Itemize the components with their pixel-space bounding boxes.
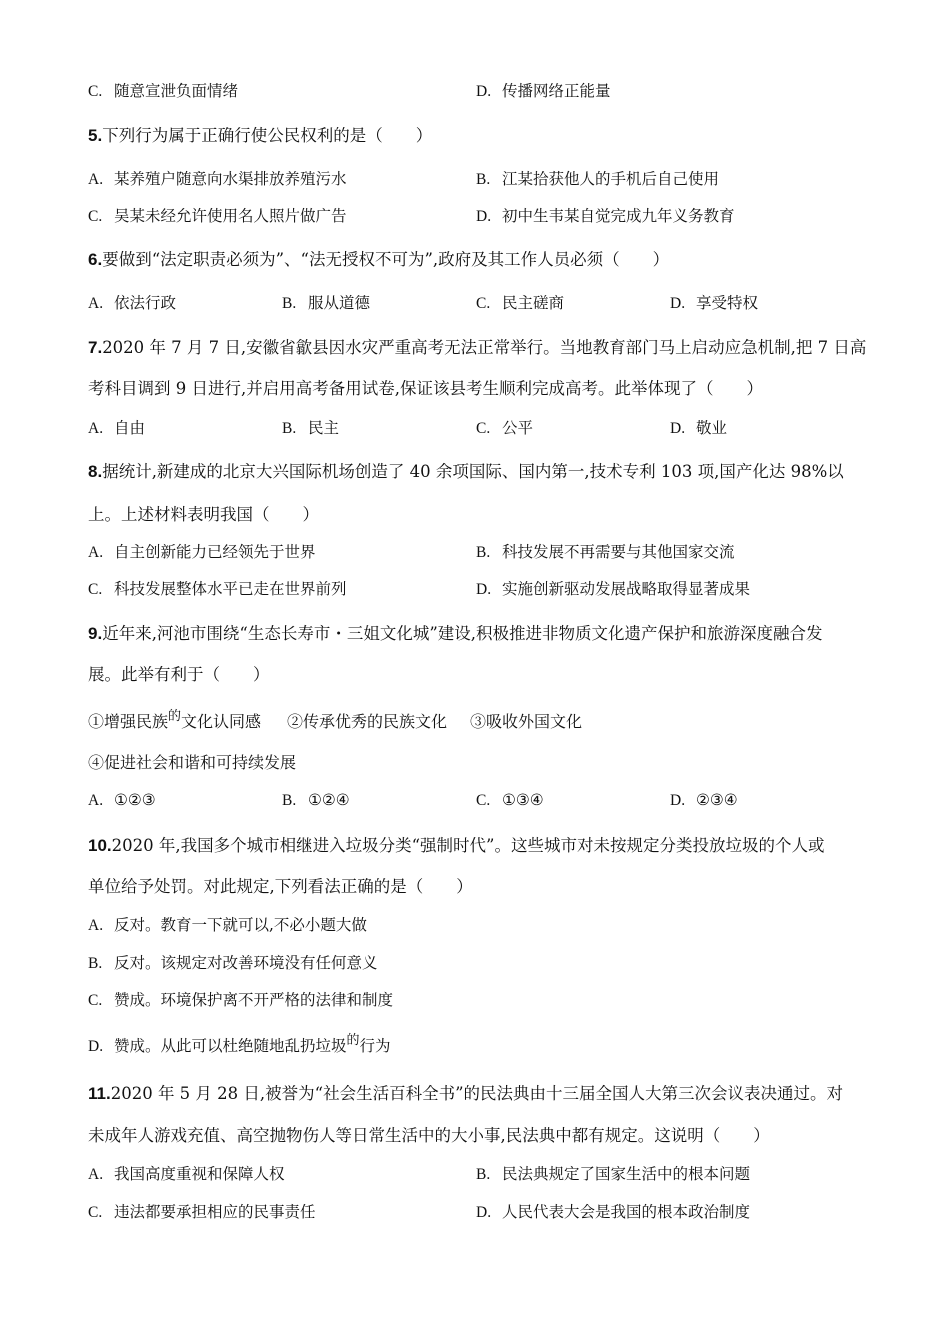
- q9-statement-4: ④促进社会和谐和可持续发展: [88, 753, 297, 772]
- q7-option-b: B. 民主: [282, 419, 340, 437]
- q5-option-d: D. 初中生韦某自觉完成九年义务教育: [476, 207, 735, 225]
- q9-option-a: A. ①②③: [88, 791, 156, 809]
- q9-option-c: C. ①③④: [476, 791, 544, 809]
- q10-stem-line1: 10.2020 年,我国多个城市相继进入垃圾分类“强制时代”。这些城市对未按规定分类投放垃圾的个人或: [88, 836, 825, 855]
- q5-option-b: B. 江某拾获他人的手机后自己使用: [476, 170, 720, 188]
- q9-statement-2: ②传承优秀的民族文化: [287, 712, 448, 731]
- q11-stem-line2: 未成年人游戏充值、高空抛物伤人等日常生活中的大小事,民法典中都有规定。这说明（ ）: [88, 1126, 770, 1145]
- q9-stem-line2: 展。此举有利于（ ）: [88, 665, 270, 684]
- q8-stem-line1: 8.据统计,新建成的北京大兴国际机场创造了 40 余项国际、国内第一,技术专利 103 项,国产化达 98%以: [88, 462, 844, 481]
- q10-stem-line2: 单位给予处罚。对此规定,下列看法正确的是（ ）: [88, 877, 473, 896]
- q8-option-c: C. 科技发展整体水平已走在世界前列: [88, 580, 347, 598]
- q8-option-d: D. 实施创新驱动发展战略取得显著成果: [476, 580, 751, 598]
- q7-option-a: A. 自由: [88, 419, 146, 437]
- q7-option-d: D. 敬业: [670, 419, 728, 437]
- q5-option-a: A. 某养殖户随意向水渠排放养殖污水: [88, 170, 347, 188]
- q10-option-d: D. 赞成。从此可以杜绝随地乱扔垃圾$^的$行为: [88, 1033, 391, 1055]
- q4-option-d: D. 传播网络正能量: [476, 82, 611, 100]
- q9-option-b: B. ①②④: [282, 791, 350, 809]
- q6-option-c: C. 民主磋商: [476, 294, 565, 312]
- q9-statement-3: ③吸收外国文化: [470, 712, 583, 731]
- q8-option-a: A. 自主创新能力已经领先于世界: [88, 543, 316, 561]
- q8-stem-line2: 上。上述材料表明我国（ ）: [88, 505, 319, 524]
- q6-option-d: D. 享受特权: [670, 294, 759, 312]
- q11-option-b: B. 民法典规定了国家生活中的根本问题: [476, 1165, 751, 1183]
- q6-stem: 6.要做到“法定职责必须为”、“法无授权不可为”,政府及其工作人员必须（ ）: [88, 250, 670, 269]
- q5-option-c: C. 吴某未经允许使用名人照片做广告: [88, 207, 347, 225]
- q9-option-d: D. ②③④: [670, 791, 738, 809]
- q11-option-d: D. 人民代表大会是我国的根本政治制度: [476, 1203, 751, 1221]
- q4-option-c: C. 随意宣泄负面情绪: [88, 82, 239, 100]
- q8-option-b: B. 科技发展不再需要与其他国家交流: [476, 543, 735, 561]
- q11-stem-line1: 11.2020 年 5 月 28 日,被誉为“社会生活百科全书”的民法典由十三届全国人大第三次会议表决通过。对: [88, 1084, 844, 1103]
- q7-stem-line1: 7.2020 年 7 月 7 日,安徽省歙县因水灾严重高考无法正常举行。当地教育部门马上启动应急机制,把 7 日高: [88, 338, 867, 357]
- q10-option-a: A. 反对。教育一下就可以,不必小题大做: [88, 916, 367, 934]
- q6-option-a: A. 依法行政: [88, 294, 177, 312]
- q7-stem-line2: 考科目调到 9 日进行,并启用高考备用试卷,保证该县考生顺利完成高考。此举体现了（ ）: [88, 379, 763, 398]
- q11-option-a: A. 我国高度重视和保障人权: [88, 1165, 285, 1183]
- q6-option-b: B. 服从道德: [282, 294, 371, 312]
- q9-stem-line1: 9.近年来,河池市围绕“生态长寿市・三姐文化城”建设,积极推进非物质文化遗产保护和旅游深度融合发: [88, 624, 823, 643]
- q5-stem: 5.下列行为属于正确行使公民权利的是（ ）: [88, 126, 433, 145]
- q9-statement-1: ①增强民族$^的$文化认同感: [88, 709, 262, 731]
- q10-option-b: B. 反对。该规定对改善环境没有任何意义: [88, 954, 378, 972]
- q7-option-c: C. 公平: [476, 419, 534, 437]
- q11-option-c: C. 违法都要承担相应的民事责任: [88, 1203, 316, 1221]
- q10-option-c: C. 赞成。环境保护离不开严格的法律和制度: [88, 991, 394, 1009]
